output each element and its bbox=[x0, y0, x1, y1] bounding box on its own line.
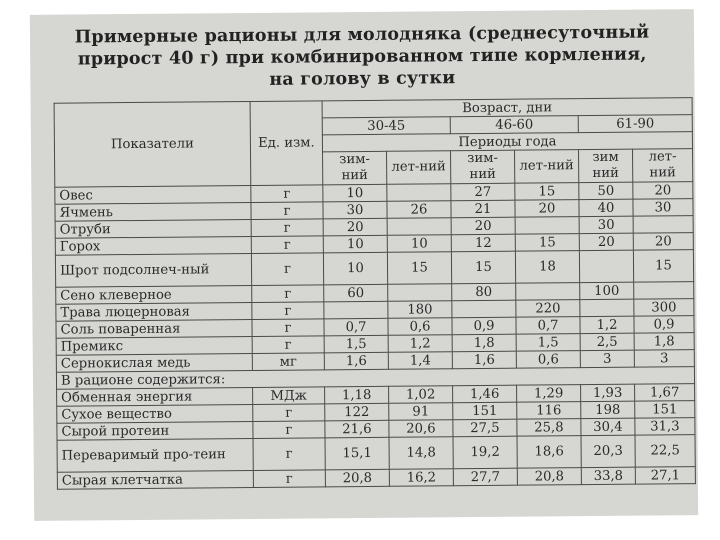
row-value: 1,8 bbox=[452, 334, 516, 352]
row-value: 1,67 bbox=[635, 384, 695, 402]
row-value: 33,8 bbox=[581, 467, 635, 484]
row-unit: МДж bbox=[253, 387, 325, 405]
title-line-3: на голову в сутки bbox=[269, 68, 456, 90]
row-indicator: Сернокислая медь bbox=[56, 353, 252, 372]
row-value: 25,8 bbox=[517, 419, 581, 437]
row-unit: г bbox=[251, 185, 323, 203]
row-value: 30 bbox=[633, 199, 693, 217]
row-unit: г bbox=[251, 236, 323, 254]
row-value: 1,93 bbox=[581, 384, 635, 401]
row-unit: г bbox=[252, 285, 324, 303]
row-value: 18,6 bbox=[517, 436, 581, 469]
row-unit: мг bbox=[252, 353, 324, 371]
row-value: 1,6 bbox=[324, 352, 388, 370]
row-value: 40 bbox=[579, 199, 633, 216]
row-value: 20 bbox=[323, 218, 387, 236]
header-age-group: 30-45 bbox=[322, 117, 450, 135]
row-value: 27,5 bbox=[453, 419, 517, 437]
row-value: 1,2 bbox=[580, 316, 634, 333]
row-value: 0,7 bbox=[516, 317, 580, 335]
row-indicator: Шрот подсолнеч-ный bbox=[55, 253, 251, 287]
header-age-group: 61-90 bbox=[578, 115, 692, 133]
row-unit: г bbox=[251, 253, 323, 286]
row-indicator: Сухое вещество bbox=[57, 404, 253, 423]
row-indicator: Овес bbox=[55, 185, 251, 204]
row-unit: г bbox=[253, 404, 325, 422]
header-season: лет-ний bbox=[387, 151, 451, 185]
row-value: 15,1 bbox=[325, 437, 389, 470]
row-value bbox=[324, 301, 388, 319]
row-value bbox=[388, 284, 452, 302]
row-value: 20 bbox=[451, 217, 515, 235]
row-value: 27 bbox=[451, 183, 515, 201]
row-indicator: Отруби bbox=[55, 219, 251, 238]
row-indicator: Сырая клетчатка bbox=[57, 470, 253, 489]
header-season: лет-ний bbox=[515, 150, 579, 184]
row-indicator: Сено клеверное bbox=[56, 285, 252, 304]
row-value: 1,2 bbox=[388, 335, 452, 353]
row-value: 16,2 bbox=[389, 469, 453, 487]
header-season: зим ний bbox=[579, 149, 633, 182]
document-title bbox=[30, 21, 695, 93]
row-value: 30 bbox=[323, 201, 387, 219]
row-value: 198 bbox=[581, 401, 635, 418]
row-value: 26 bbox=[387, 201, 451, 219]
row-value bbox=[516, 283, 580, 301]
row-value: 151 bbox=[453, 402, 517, 420]
row-value: 15 bbox=[515, 183, 579, 201]
row-indicator: Трава люцерновая bbox=[56, 302, 252, 321]
row-unit: г bbox=[252, 302, 324, 320]
row-indicator: Ячмень bbox=[55, 202, 251, 221]
row-value: 60 bbox=[324, 284, 388, 302]
row-unit: г bbox=[252, 319, 324, 337]
row-value: 100 bbox=[580, 282, 634, 299]
row-unit: г bbox=[251, 219, 323, 237]
row-value: 0,7 bbox=[324, 318, 388, 336]
row-indicator: Горох bbox=[55, 236, 251, 255]
row-value: 19,2 bbox=[453, 436, 517, 469]
row-value: 10 bbox=[323, 252, 387, 285]
row-value: 20,6 bbox=[389, 420, 453, 438]
row-value: 20 bbox=[633, 233, 693, 251]
row-indicator: Сырой протеин bbox=[57, 421, 253, 440]
row-value: 0,9 bbox=[452, 317, 516, 335]
row-value: 3 bbox=[580, 350, 634, 367]
row-unit: г bbox=[252, 336, 324, 354]
document-page bbox=[30, 9, 698, 521]
row-value: 220 bbox=[516, 300, 580, 318]
row-value: 1,4 bbox=[388, 352, 452, 370]
row-value: 2,5 bbox=[580, 333, 634, 350]
row-indicator: Премикс bbox=[56, 336, 252, 355]
row-indicator: Обменная энергия bbox=[57, 387, 253, 406]
row-indicator: Переваримый про-теин bbox=[57, 438, 253, 472]
row-indicator: Соль поваренная bbox=[56, 319, 252, 338]
row-value: 0,9 bbox=[634, 316, 694, 334]
row-value: 20 bbox=[579, 233, 633, 250]
row-value: 10 bbox=[323, 184, 387, 202]
row-value: 0,6 bbox=[516, 351, 580, 369]
row-value: 18 bbox=[515, 251, 579, 284]
row-value: 300 bbox=[634, 299, 694, 317]
row-value: 15 bbox=[633, 250, 693, 283]
row-value: 122 bbox=[325, 403, 389, 421]
row-value: 27,7 bbox=[453, 468, 517, 486]
row-unit: г bbox=[253, 438, 325, 471]
row-value: 30,4 bbox=[581, 418, 635, 435]
row-value: 50 bbox=[579, 182, 633, 199]
row-value: 91 bbox=[389, 403, 453, 421]
row-value bbox=[387, 218, 451, 236]
row-value: 20,8 bbox=[325, 469, 389, 487]
row-value: 1,29 bbox=[517, 385, 581, 403]
row-value: 27,1 bbox=[635, 467, 695, 485]
row-value: 14,8 bbox=[389, 437, 453, 470]
row-value: 20 bbox=[515, 200, 579, 218]
row-value bbox=[515, 217, 579, 235]
row-value: 1,5 bbox=[516, 334, 580, 352]
row-unit: г bbox=[251, 202, 323, 220]
row-value: 80 bbox=[452, 283, 516, 301]
row-value: 1,6 bbox=[452, 351, 516, 369]
row-value: 1,18 bbox=[325, 386, 389, 404]
row-value bbox=[579, 250, 633, 282]
row-value: 12 bbox=[451, 234, 515, 252]
header-periods: Периоды года bbox=[322, 132, 692, 152]
row-value: 20,3 bbox=[581, 435, 635, 467]
row-value: 116 bbox=[517, 402, 581, 420]
row-value: 20,8 bbox=[517, 468, 581, 486]
row-value: 1,8 bbox=[634, 333, 694, 351]
row-value bbox=[634, 282, 694, 300]
section-label: В рационе содержится: bbox=[56, 367, 694, 390]
header-season: лет-ний bbox=[632, 149, 692, 183]
ration-table bbox=[54, 97, 696, 490]
row-value: 10 bbox=[387, 235, 451, 253]
row-value: 21 bbox=[451, 200, 515, 218]
row-value: 10 bbox=[323, 235, 387, 253]
row-value: 31,3 bbox=[635, 418, 695, 436]
row-value bbox=[387, 184, 451, 202]
row-value: 15 bbox=[387, 252, 451, 285]
row-value: 22,5 bbox=[635, 435, 695, 468]
title-line-2: прирост 40 г) при комбинированном типе кормления, bbox=[77, 44, 647, 70]
row-value: 1,02 bbox=[389, 386, 453, 404]
row-value bbox=[452, 300, 516, 318]
header-season: зим-ний bbox=[451, 150, 515, 184]
header-season: зим-ний bbox=[323, 151, 387, 185]
row-value bbox=[580, 299, 634, 316]
row-value: 1,5 bbox=[324, 335, 388, 353]
header-age: Возраст, дни bbox=[322, 98, 692, 118]
row-value: 151 bbox=[635, 401, 695, 419]
row-value: 20 bbox=[633, 182, 693, 200]
row-value: 0,6 bbox=[388, 318, 452, 336]
header-unit: Ед. изм. bbox=[250, 101, 323, 186]
row-value: 1,46 bbox=[453, 385, 517, 403]
row-unit: г bbox=[253, 421, 325, 439]
row-value: 3 bbox=[634, 350, 694, 368]
row-value: 180 bbox=[388, 301, 452, 319]
row-value bbox=[633, 216, 693, 234]
row-value: 30 bbox=[579, 216, 633, 233]
header-age-group: 46-60 bbox=[450, 116, 578, 134]
row-value: 15 bbox=[451, 251, 515, 284]
row-value: 21,6 bbox=[325, 420, 389, 438]
row-unit: г bbox=[253, 470, 325, 488]
header-indicator: Показатели bbox=[54, 101, 251, 187]
row-value: 15 bbox=[515, 234, 579, 252]
title-line-1: Примерные рационы для молодняка (среднесуточный bbox=[74, 22, 650, 48]
